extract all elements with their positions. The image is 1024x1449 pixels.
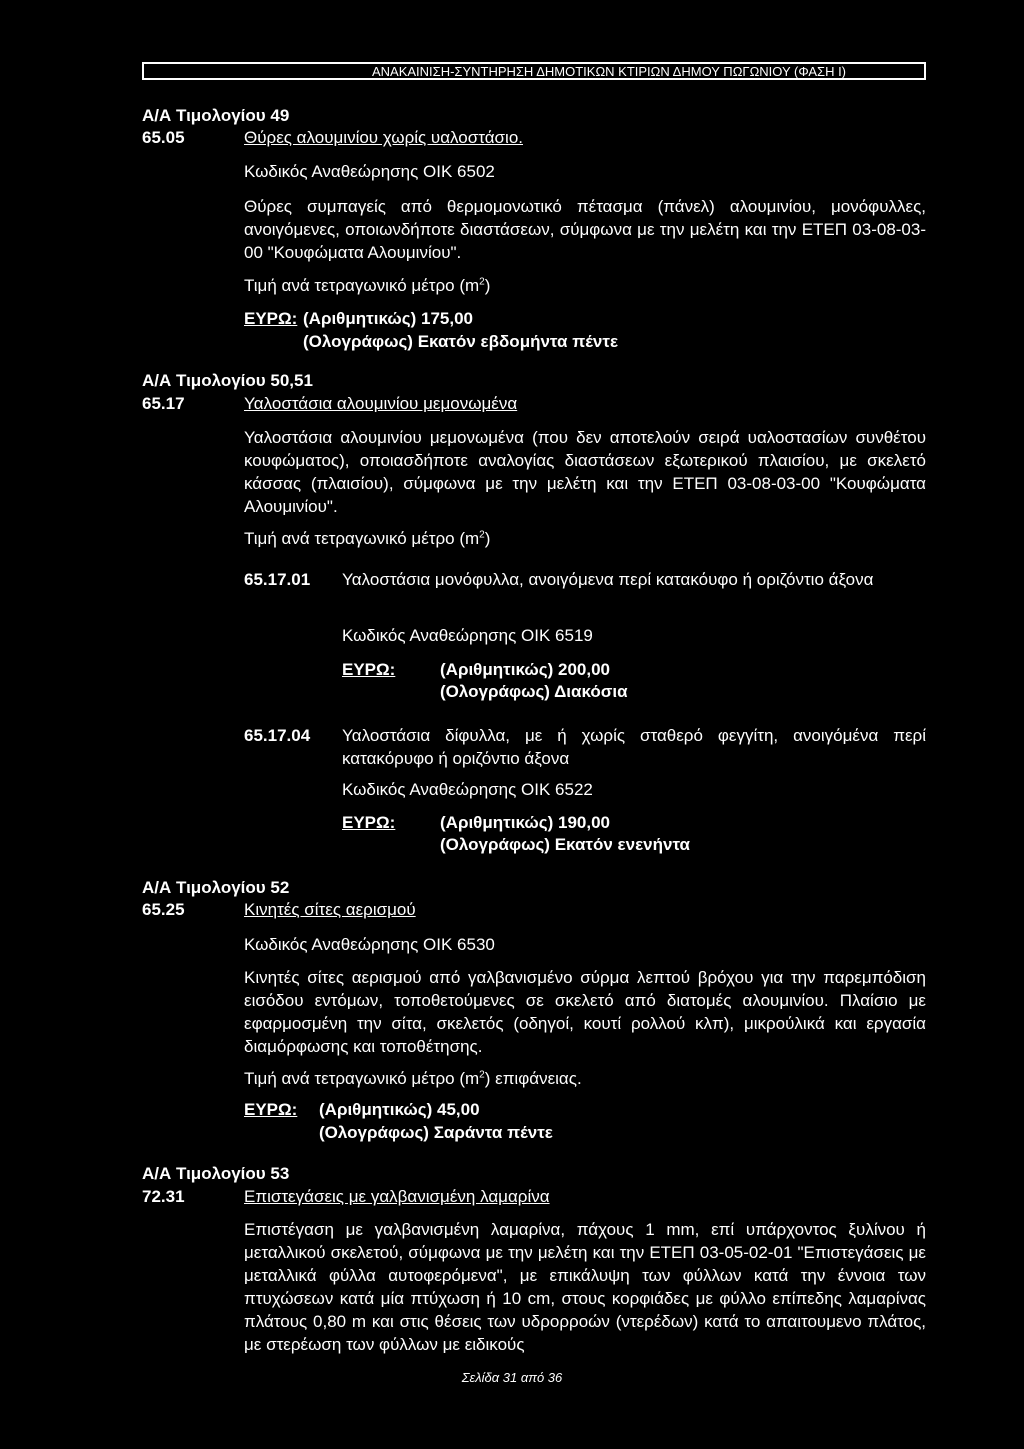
item-52-price-written: (Ολογράφως) Σαράντα πέντε <box>319 1123 553 1142</box>
subitem-6517-01-revision: Κωδικός Αναθεώρησης ΟΙΚ 6519 <box>342 626 593 645</box>
item-49-revision: Κωδικός Αναθεώρησης ΟΙΚ 6502 <box>244 162 495 181</box>
item-53-aa: Α/Α Τιμολογίου 53 <box>142 1164 290 1183</box>
item-52-revision: Κωδικός Αναθεώρησης ΟΙΚ 6530 <box>244 935 495 954</box>
subitem-6517-01-price-numeric: (Αριθμητικώς) 200,00 <box>440 660 610 679</box>
item-50-code: 65.17 <box>142 394 185 413</box>
item-52-title: Κινητές σίτες αερισμού <box>244 900 416 919</box>
subitem-6517-04-revision: Κωδικός Αναθεώρησης ΟΙΚ 6522 <box>342 780 593 799</box>
item-52-aa: Α/Α Τιμολογίου 52 <box>142 878 290 897</box>
subitem-6517-04-title: Υαλοστάσια δίφυλλα, με ή χωρίς σταθερό φεγγίτη, ανοιγόμένα περί κατακόρυφο ή οριζόντιο άξονα <box>342 726 926 768</box>
subitem-6517-01-price-written: (Ολογράφως) Διακόσια <box>440 682 628 701</box>
item-49-price-written: (Ολογράφως) Εκατόν εβδομήντα πέντε <box>303 332 619 351</box>
document-header <box>142 62 926 80</box>
item-52-price-unit: Τιμή ανά τετραγωνικό μέτρο $(m^2)$ επιφάνειας. <box>244 1069 582 1088</box>
subitem-6517-04-price-written: (Ολογράφως) Εκατόν ενενήντα <box>440 835 691 854</box>
item-50-price-unit: Τιμή ανά τετραγωνικό μέτρο $(m^2)$ <box>244 529 491 548</box>
item-49-price-unit: Τιμή ανά τετραγωνικό μέτρο $(m^2)$ <box>244 276 491 295</box>
item-53-title: Επιστεγάσεις με γαλβανισμένη λαμαρίνα <box>244 1187 550 1206</box>
item-52-price-numeric: (Αριθμητικώς) 45,00 <box>319 1100 480 1119</box>
item-50-title: Υαλοστάσια αλουμινίου μεμονωμένα <box>244 394 518 413</box>
item-49-description: Θύρες συμπαγείς από θερμομονωτικό πέτασμα (πάνελ) αλουμινίου, μονόφυλλες, ανοιγόμενες, οποιωνδήποτε διαστάσεων, σύμφωνα με την μελέτη και την ΕΤΕΠ 03-08-03-00 "Κουφώματα Αλουμινίου". <box>244 197 926 262</box>
item-52-euro-label: ΕΥΡΩ: <box>244 1100 298 1119</box>
item-49-price-numeric: (Αριθμητικώς) 175,00 <box>303 309 473 328</box>
item-50-aa: Α/Α Τιμολογίου 50,51 <box>142 371 313 390</box>
page-number: Σελίδα 31 από 36 <box>461 1370 563 1385</box>
subitem-6517-04-euro-label: ΕΥΡΩ: <box>342 813 396 832</box>
subitem-6517-04-price-numeric: (Αριθμητικώς) 190,00 <box>440 813 610 832</box>
item-53-code: 72.31 <box>142 1187 185 1206</box>
subitem-6517-04-code: 65.17.04 <box>244 726 311 745</box>
item-49-title: Θύρες αλουμινίου χωρίς υαλοστάσιο. <box>244 128 523 147</box>
item-50-description: Υαλοστάσια αλουμινίου μεμονωμένα (που δεν αποτελούν σειρά υαλοστασίων συνθέτου κουφώματος), οποιασδήποτε αναλογίας διαστάσεων εξωτερικού πλαισίου, με σκελετό κάσσας (πλαισίου), σύμφωνα με την μελέτη και την ΕΤΕΠ 03-08-03-00 "Κουφώματα Αλουμινίου". <box>244 428 926 516</box>
subitem-6517-01-euro-label: ΕΥΡΩ: <box>342 660 396 679</box>
item-49-euro-label: ΕΥΡΩ: <box>244 309 298 328</box>
item-49-code: 65.05 <box>142 128 185 147</box>
item-49-aa: Α/Α Τιμολογίου 49 <box>142 106 290 125</box>
subitem-6517-01-title: Υαλοστάσια μονόφυλλα, ανοιγόμενα περί κατακόυφο ή οριζόντιο άξονα <box>342 570 874 589</box>
item-52-description: Κινητές σίτες αερισμού από γαλβανισμένο σύρμα λεπτού βρόχου για την παρεμπόδιση εισόδου εντόμων, τοποθετούμενες σε σκελετό από διατομές αλουμινίου. Πλαίσιο με εφαρμοσμένη την σίτα, σκελετός (οδηγοί, κουτί ρολλού κλπ), μικρούλικά και εργασία διαμόρφωσης και τοποθέτησης. <box>244 968 926 1056</box>
header-title: ΑΝΑΚΑΙΝΙΣΗ-ΣΥΝΤΗΡΗΣΗ ΔΗΜΟΤΙΚΩΝ ΚΤΙΡΙΩΝ ΔΗΜΟΥ ΠΩΓΩΝΙΟΥ (ΦΑΣΗ Ι) <box>371 64 847 79</box>
item-52-code: 65.25 <box>142 900 185 919</box>
item-53-description: Επιστέγαση με γαλβανισμένη λαμαρίνα, πάχους 1 mm, επί υπάρχοντος ξυλίνου ή μεταλλικού σκελετού, σύμφωνα με την μελέτη και την ΕΤΕΠ 03-05-02-01 "Επιστεγάσεις με μεταλλικά φύλλα αυτοφερόμενα", με επικάλυψη των φύλλων κατά την έννοια των πτυχώσεων κατά μία πτύχωση ή 10 cm, στους κορφιάδες με φύλλο επίπεδης λαμαρίνας πλάτους 0,80 m και στις θέσεις των υδρορροών (ντερέδων) κατά το απαιτουμενο πλάτος, με στερέωση των φύλλων με ειδικούς <box>244 1220 926 1354</box>
subitem-6517-01-code: 65.17.01 <box>244 570 311 589</box>
